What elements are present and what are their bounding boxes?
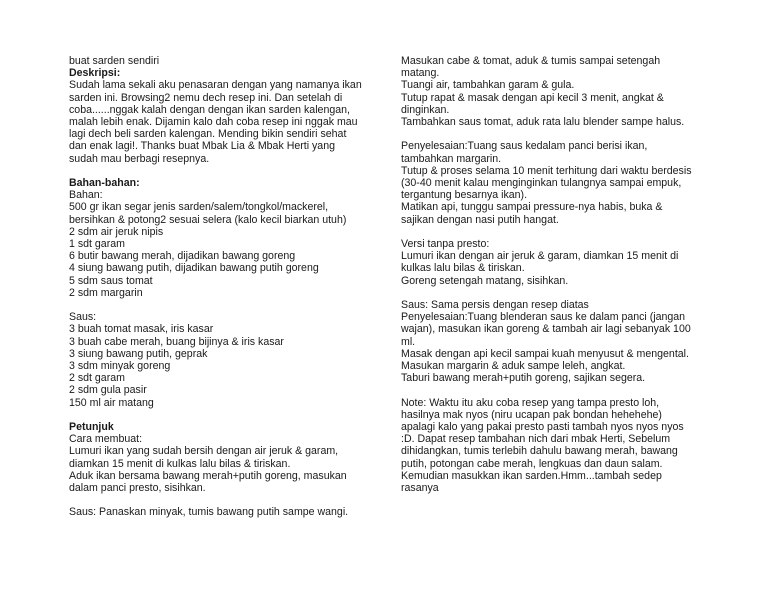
right-text-line: kulkas lalu bilas & tiriskan.: [401, 262, 525, 275]
left-text-line: dalam panci presto, sisihkan.: [69, 482, 206, 495]
left-blank-line: [69, 409, 374, 421]
left-text-line: 2 sdm air jeruk nipis: [69, 225, 164, 238]
left-text-line: Saus: Panaskan minyak, tumis bawang putih sampe wangi.: [69, 506, 349, 519]
right-text-line: Penyelesaian:Tuang saus kedalam panci berisi ikan,: [401, 140, 648, 153]
left-text-line: 3 buah cabe merah, buang bijinya & iris kasar: [69, 335, 284, 348]
left-blank-line: [69, 165, 374, 177]
right-blank-line: [401, 287, 706, 299]
left-blank-line: [69, 299, 374, 311]
right-text-line: matang.: [401, 67, 440, 80]
left-section-heading: Petunjuk: [69, 421, 114, 434]
left-text-line: 4 siung bawang putih, dijadikan bawang putih goreng: [69, 262, 319, 275]
right-text-line: Goreng setengah matang, sisihkan.: [401, 274, 569, 287]
left-text-line: Cara membuat:: [69, 433, 143, 446]
left-text-line: 1 sdt garam: [69, 238, 125, 251]
left-text-line: Bahan:: [69, 189, 103, 202]
right-text-line: sajikan dengan nasi putih hangat.: [401, 213, 559, 226]
left-text-line: Saus:: [69, 311, 97, 324]
left-text-line: coba......nggak kalah dengan dengan ikan sarden kalengan,: [69, 103, 350, 116]
right-text-line: Masukan margarin & aduk sampe leleh, angkat.: [401, 360, 626, 373]
right-text-line: wajan), masukan ikan goreng & tambah air lagi sebanyak 100: [401, 323, 691, 336]
right-text-line: Matikan api, tunggu sampai pressure-nya habis, buka &: [401, 201, 663, 214]
right-column: [401, 55, 706, 494]
right-text-line: Penyelesaian:Tuang blenderan saus ke dalam panci (jangan: [401, 311, 686, 324]
right-text-line: :D. Dapat resep tambahan nich dari mbak Herti, Sebelum: [401, 433, 671, 446]
left-section-heading: Bahan-bahan:: [69, 177, 140, 190]
right-text-line: tambahkan margarin.: [401, 152, 502, 165]
right-text-line: putih, potongan cabe merah, lengkuas dan daun salam.: [401, 457, 663, 470]
left-text-line: Sudah lama sekali aku penasaran dengan yang namanya ikan: [69, 79, 362, 92]
right-text-line: (30-40 menit kalau menginginkan tulangnya sampai empuk,: [401, 177, 682, 190]
right-text-line: Saus: Sama persis dengan resep diatas: [401, 299, 589, 312]
right-text-line: Taburi bawang merah+putih goreng, sajikan segera.: [401, 372, 646, 385]
right-text-line: Masak dengan api kecil sampai kuah menyusut & mengental.: [401, 347, 689, 360]
right-text-line: Masukan cabe & tomat, aduk & tumis sampai setengah: [401, 55, 661, 67]
left-text-line: 2 sdt garam: [69, 372, 125, 385]
right-text-line: Versi tanpa presto:: [401, 238, 490, 251]
left-text-line: 3 buah tomat masak, iris kasar: [69, 323, 214, 336]
right-text-line: Tutup rapat & masak dengan api kecil 3 menit, angkat &: [401, 91, 664, 104]
right-text-line: Tambahkan saus tomat, aduk rata lalu blender sampe halus.: [401, 116, 685, 129]
left-text-line: 3 sdm minyak goreng: [69, 360, 171, 373]
left-column: [69, 55, 374, 519]
right-text-line: rasanya: [401, 482, 439, 495]
left-text-line: sarden ini. Browsing2 nemu dech resep ini. Dan setelah di: [69, 91, 343, 104]
right-blank-line: [401, 128, 706, 140]
right-text-line: hasilnya mak nyos (niru ucapan pak bondan hehehehe): [401, 408, 662, 421]
right-text-line: ml.: [401, 335, 416, 348]
left-text-line: 2 sdm gula pasir: [69, 384, 147, 397]
left-text-line: diamkan 15 menit di kulkas lalu bilas & tiriskan.: [69, 457, 291, 470]
left-text-line: 3 siung bawang putih, geprak: [69, 347, 208, 360]
left-text-line: dan enak lagi!. Thanks buat Mbak Lia & Mbak Herti yang: [69, 140, 335, 153]
left-text-line: 2 sdm margarin: [69, 286, 143, 299]
left-text-line: sudah mau berbagi resepnya.: [69, 152, 210, 165]
left-text-line: malah lebih enak. Dijamin kalo dah coba resep ini nggak mau: [69, 116, 358, 129]
right-text-line: apalagi kalo yang pakai presto pasti tambah nyos nyos nyos: [401, 421, 684, 434]
right-text-line: Note: Waktu itu aku coba resep yang tampa presto loh,: [401, 396, 660, 409]
right-text-line: Kemudian masukkan ikan sarden.Hmm...tambah sedep: [401, 469, 662, 482]
left-text-line: 500 gr ikan segar jenis sarden/salem/tongkol/mackerel,: [69, 201, 329, 214]
right-text-line: tergantung besarnya ikan).: [401, 189, 528, 202]
left-text-line: 5 sdm saus tomat: [69, 274, 153, 287]
left-text-line: 6 butir bawang merah, dijadikan bawang goreng: [69, 250, 296, 263]
left-text-line: 150 ml air matang: [69, 396, 154, 409]
left-text-line: Aduk ikan bersama bawang merah+putih goreng, masukan: [69, 469, 347, 482]
right-blank-line: [401, 384, 706, 396]
left-blank-line: [69, 494, 374, 506]
right-text-line: Tutup & proses selama 10 menit terhitung dari waktu berdesis: [401, 164, 692, 177]
left-text-line: buat sarden sendiri: [69, 55, 160, 67]
left-text-line: bersihkan & potong2 sesuai selera (kalo kecil biarkan utuh): [69, 213, 347, 226]
left-text-line: lagi dech beli sarden kalengan. Mending bikin sendiri sehat: [69, 128, 347, 141]
right-text-line: dinginkan.: [401, 103, 450, 116]
left-text-line: Lumuri ikan yang sudah bersih dengan air jeruk & garam,: [69, 445, 339, 458]
left-section-heading: Deskripsi:: [69, 67, 121, 80]
right-text-line: dihidangkan, tumis terlebih dahulu bawang merah, bawang: [401, 445, 678, 458]
right-blank-line: [401, 226, 706, 238]
right-text-line: Tuangi air, tambahkan garam & gula.: [401, 79, 575, 92]
right-text-line: Lumuri ikan dengan air jeruk & garam, diamkan 15 menit di: [401, 250, 679, 263]
